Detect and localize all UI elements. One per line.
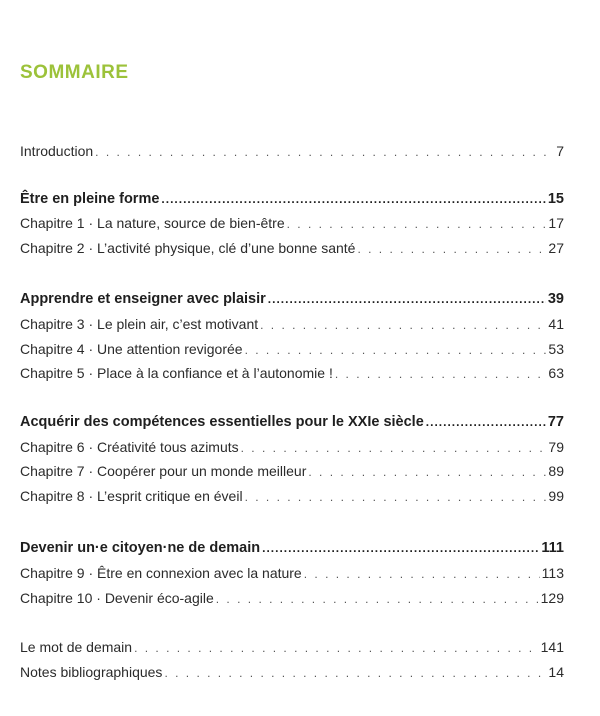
leader-dots <box>216 590 539 608</box>
toc-chapter-label: Chapitre 3 · Le plein air, c’est motivant <box>20 316 259 332</box>
toc-entry-mot-de-demain[interactable] <box>20 638 564 657</box>
toc-chapter-label: Chapitre 5 · Place à la confiance et à l’autonomie ! <box>20 365 333 381</box>
toc-chapter-page: 129 <box>540 590 564 606</box>
toc-entry-page: 7 <box>556 143 564 159</box>
leader-dots <box>262 539 539 557</box>
page-title: SOMMAIRE <box>20 62 129 83</box>
leader-dots <box>245 488 547 506</box>
toc-chapter-page: 63 <box>548 365 564 381</box>
toc-chapter-page: 113 <box>541 565 564 581</box>
leader-dots <box>287 215 547 233</box>
toc-chapter-label: Chapitre 10 · Devenir éco-agile <box>20 590 214 606</box>
leader-dots <box>304 565 540 583</box>
toc-entry-page: 14 <box>548 664 564 680</box>
toc-chapter-label: Chapitre 7 · Coopérer pour un monde meilleur <box>20 463 307 479</box>
leader-dots <box>164 664 546 682</box>
toc-chapter-page: 89 <box>548 463 564 479</box>
toc-chapter-9[interactable] <box>20 564 564 583</box>
toc-chapter-3[interactable] <box>20 315 564 334</box>
leader-dots <box>241 439 547 457</box>
toc-section-3[interactable] <box>20 413 564 431</box>
toc-chapter-page: 53 <box>548 341 564 357</box>
leader-dots <box>335 365 547 383</box>
toc-chapter-1[interactable] <box>20 214 564 233</box>
leader-dots <box>161 190 545 208</box>
toc-chapter-2[interactable] <box>20 239 564 258</box>
toc-section-label: Être en pleine forme <box>20 191 160 207</box>
toc-chapter-8[interactable] <box>20 487 564 506</box>
toc-chapter-10[interactable] <box>20 589 564 608</box>
leader-dots <box>426 413 546 431</box>
toc-section-page: 111 <box>541 540 564 556</box>
leader-dots <box>308 463 546 481</box>
leader-dots <box>268 290 546 308</box>
toc-chapter-page: 99 <box>548 488 564 504</box>
toc-section-1[interactable] <box>20 190 564 208</box>
toc-section-page: 39 <box>547 291 564 307</box>
toc-section-page: 15 <box>547 191 564 207</box>
leader-dots <box>260 316 546 334</box>
toc-section-label: Apprendre et enseigner avec plaisir <box>20 291 266 307</box>
toc-section-4[interactable] <box>20 539 564 557</box>
toc-entry-label: Introduction <box>20 143 94 159</box>
toc-chapter-label: Chapitre 8 · L’esprit critique en éveil <box>20 488 243 504</box>
leader-dots <box>245 341 547 359</box>
toc-chapter-page: 79 <box>548 439 564 455</box>
toc-chapter-page: 41 <box>548 316 564 332</box>
toc-chapter-page: 17 <box>548 215 564 231</box>
toc-entry-introduction[interactable] <box>20 142 564 161</box>
toc-chapter-label: Chapitre 6 · Créativité tous azimuts <box>20 439 239 455</box>
toc-section-2[interactable] <box>20 290 564 308</box>
leader-dots <box>357 240 546 258</box>
toc-chapter-label: Chapitre 9 · Être en connexion avec la nature <box>20 565 302 581</box>
toc-entry-label: Notes bibliographiques <box>20 664 163 680</box>
toc-section-page: 77 <box>547 414 564 430</box>
toc-chapter-5[interactable] <box>20 364 564 383</box>
toc-chapter-page: 27 <box>548 240 564 256</box>
toc-chapter-label: Chapitre 4 · Une attention revigorée <box>20 341 243 357</box>
toc-entry-page: 141 <box>540 639 564 655</box>
toc-chapter-4[interactable] <box>20 340 564 359</box>
toc-section-label: Acquérir des compétences essentielles pour le XXIe siècle <box>20 414 424 430</box>
toc-chapter-7[interactable] <box>20 462 564 481</box>
toc-entry-notes[interactable] <box>20 663 564 682</box>
toc-chapter-label: Chapitre 1 · La nature, source de bien-être <box>20 215 285 231</box>
toc-chapter-6[interactable] <box>20 438 564 457</box>
toc-chapter-label: Chapitre 2 · L’activité physique, clé d’une bonne santé <box>20 240 356 256</box>
leader-dots <box>134 639 539 657</box>
leader-dots <box>95 143 554 161</box>
toc-entry-label: Le mot de demain <box>20 639 133 655</box>
toc-section-label: Devenir un·e citoyen·ne de demain <box>20 540 261 556</box>
